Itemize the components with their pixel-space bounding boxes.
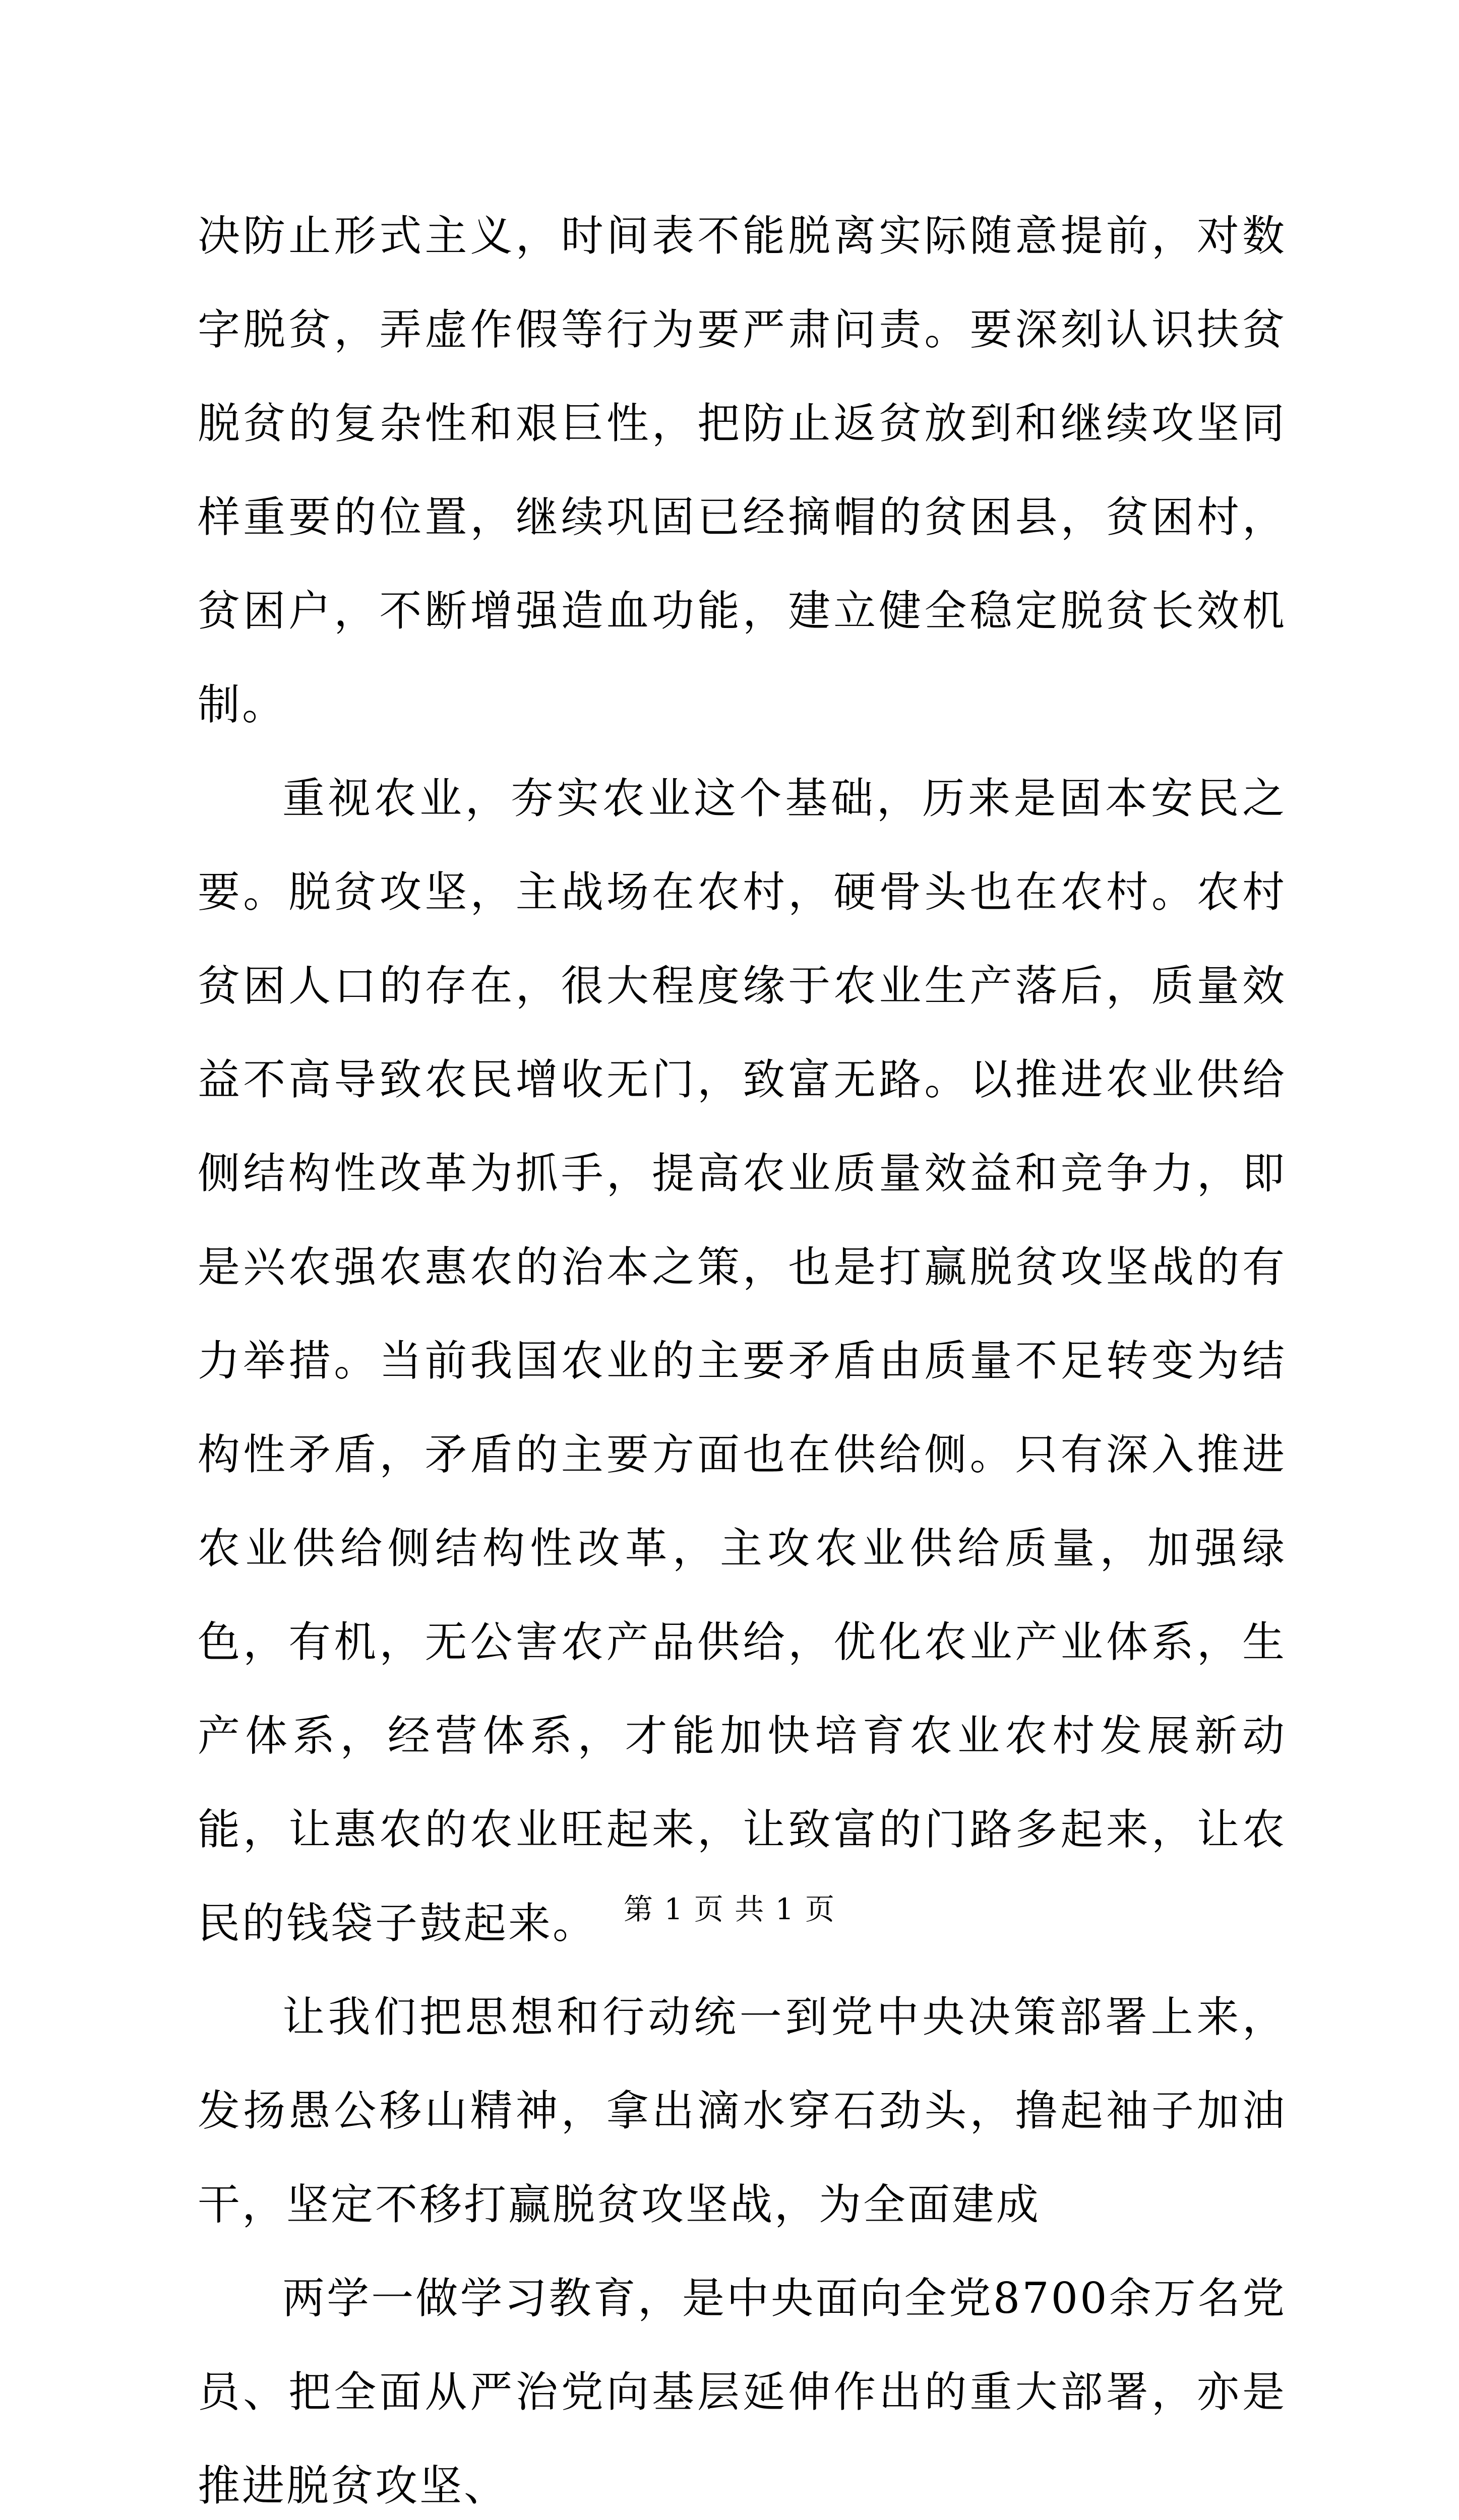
document-body [198, 189, 1287, 2520]
paragraph-3: 让我们把思想和行动统一到党中央决策部署上来，发扬愚公移山精神，拿出滴水穿石劲头，撸起袖子加油干，坚定不移打赢脱贫攻坚战，为全面建成 [198, 1992, 1287, 2229]
paragraph-1: 决防止形式主义，时间表不能脱离实际随意提前，对数字脱贫，弄虚作假等行为要严肃问责。要深刻认识扶贫脱贫的复杂性和艰巨性，把防止返贫放到和继续攻坚同样重要的位置，继续巩固已经摘帽的贫困县，贫困村，贫困户，不断增强造血功能，建立健全稳定脱贫长效机制。 [198, 211, 1287, 729]
paragraph-4: 两学一做学习教育，是中央面向全党8700余万名党员、把全面从严治党向基层延伸作出的重大部署，亦是推进脱贫攻坚、 [198, 2274, 1287, 2510]
paragraph-2: 重视农业，夯实农业这个基础，历来是固本安民之要。脱贫攻坚，主战场在农村，硬骨头也在农村。农村贫困人口的存在，很大程度缘于农业生产落后，质量效益不高导致农民增收无门，致富无路。以推进农业供给侧结构性改革为抓手，提高农业质量效益和竞争力，即是兴农强农惠农的治本之策，也是打赢脱贫攻坚战的有力举措。当前我国农业的主要矛盾由质量不足转变为结构性矛盾，矛盾的主要方面也在供给侧。只有深入推进农业供给侧结构性改革，主攻农业供给质量，加强绿色，有机，无公害农产品供给，优化农业产业体系，生产体系，经营体系，才能加快培育农业农村发展新动能，让惠农的农业旺起来，让致富的门路多起来，让农民的钱袋子鼓起来。 [198, 774, 1287, 1948]
page-footer: 第 1 页 共 1 页 [624, 1892, 835, 1926]
